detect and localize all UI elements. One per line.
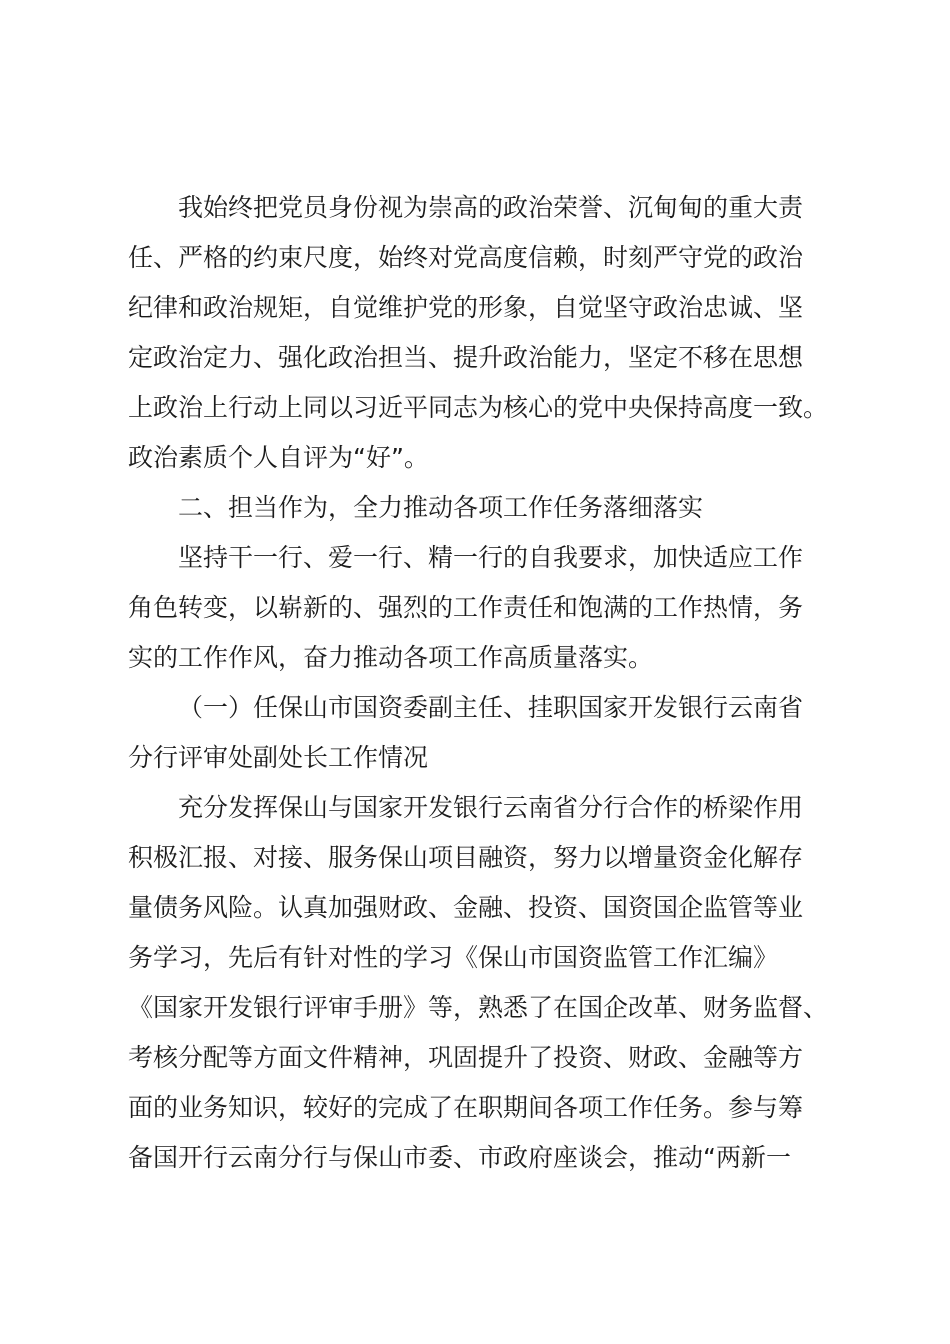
text-line: 定政治定力、强化政治担当、提升政治能力，坚定不移在思想 [128,343,804,372]
section-heading-text: 二、担当作为，全力推动各项工作任务落细落实 [178,493,704,522]
paragraph-work-attitude [128,533,843,683]
text-line: 政治素质个人自评为“好”。 [128,443,429,472]
text-line: 积极汇报、对接、服务保山项目融资，努力以增量资金化解存 [128,843,804,872]
text-line: 面的业务知识，较好的完成了在职期间各项工作任务。参与筹 [128,1093,804,1122]
document-body [128,183,843,1183]
subsection-heading-1 [128,683,843,783]
text-line: 我始终把党员身份视为崇高的政治荣誉、沉甸甸的重大责 [178,193,804,222]
text-line: 任、严格的约束尺度，始终对党高度信赖，时刻严守党的政治 [128,243,804,272]
text-line: 上政治上行动上同以习近平同志为核心的党中央保持高度一致。 [128,393,829,422]
section-heading-2 [128,483,843,533]
text-line: 实的工作作风，奋力推动各项工作高质量落实。 [128,643,654,672]
text-line: 《国家开发银行评审手册》等，熟悉了在国企改革、财务监督、 [128,993,829,1022]
text-line: 角色转变，以崭新的、强烈的工作责任和饱满的工作热情，务 [128,593,804,622]
text-line: 务学习，先后有针对性的学习《保山市国资监管工作汇编》 [128,943,779,972]
paragraph-political-quality [128,183,843,483]
text-line: 坚持干一行、爱一行、精一行的自我要求，加快适应工作 [178,543,804,572]
text-line: 充分发挥保山与国家开发银行云南省分行合作的桥梁作用 [178,793,804,822]
subsection-heading-text: 分行评审处副处长工作情况 [128,743,429,772]
text-line: 备国开行云南分行与保山市委、市政府座谈会，推动“两新一 [128,1143,791,1172]
text-line: 考核分配等方面文件精神，巩固提升了投资、财政、金融等方 [128,1043,804,1072]
subsection-heading-text: （一）任保山市国资委副主任、挂职国家开发银行云南省 [178,693,804,722]
paragraph-bank-liaison [128,783,843,1183]
text-line: 量债务风险。认真加强财政、金融、投资、国资国企监管等业 [128,893,804,922]
text-line: 纪律和政治规矩，自觉维护党的形象，自觉坚守政治忠诚、坚 [128,293,804,322]
